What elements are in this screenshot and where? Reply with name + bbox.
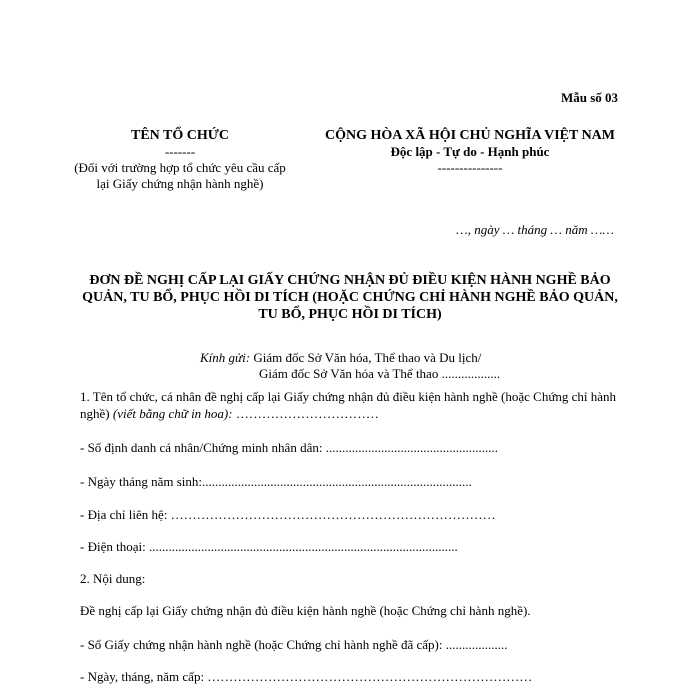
section-1-dots: …………………………… <box>232 406 379 421</box>
section-1-applicant <box>80 388 620 422</box>
section-1-hint: (viết bằng chữ in hoa): <box>112 406 233 421</box>
document-title: ĐƠN ĐỀ NGHỊ CẤP LẠI GIẤY CHỨNG NHẬN ĐỦ ĐIỀU KIỆN HÀNH NGHỀ BẢO QUẢN, TU BỔ, PHỤC HỒI DI TÍCH (HOẶC CHỨNG CHỈ HÀNH NGHỀ BẢO QUẢN, TU BỔ, PHỤC HỒI DI TÍCH) <box>82 273 618 322</box>
field-cert-number: - Số Giấy chứng nhận hành nghề (hoặc Chứng chỉ hành nghề đã cấp): ................... <box>80 637 508 652</box>
nation-separator: --------------- <box>437 160 503 175</box>
recipient-label: Kính gửi: <box>200 350 251 365</box>
field-birth-date: - Ngày tháng năm sinh:................................................................................... <box>80 474 472 489</box>
nation-block <box>310 128 630 192</box>
organization-name: TÊN TỔ CHỨC <box>130 128 229 143</box>
section-2-request: Đề nghị cấp lại Giấy chứng nhận đủ điều kiện hành nghề (hoặc Chứng chỉ hành nghề). <box>80 603 531 618</box>
field-id-number: - Số định danh cá nhân/Chứng minh nhân dân: ..................................................... <box>80 440 498 455</box>
organization-block <box>70 128 290 192</box>
nation-name: CỘNG HÒA XÃ HỘI CHỦ NGHĨA VIỆT NAM <box>324 128 615 143</box>
date-line: …, ngày … tháng … năm …… <box>456 222 614 237</box>
recipient-block <box>200 350 500 382</box>
section-2-heading: 2. Nội dung: <box>80 571 146 586</box>
field-phone: - Điện thoại: ............................................................................................... <box>80 539 458 554</box>
section-1-text: 1. Tên tổ chức, cá nhân đề nghị cấp lại Giấy chứng nhận đủ điều kiện hành nghề (hoặc Chứng chỉ hành nghề) <box>80 389 617 421</box>
document-header <box>70 128 630 192</box>
form-number: Mẫu số 03 <box>560 90 618 105</box>
nation-motto: Độc lập - Tự do - Hạnh phúc <box>390 144 550 159</box>
field-issue-date: - Ngày, tháng, năm cấp: ………………………………………………………………… <box>80 669 533 684</box>
recipient-line-1: Giám đốc Sở Văn hóa, Thể thao và Du lịch/ <box>253 350 482 365</box>
organization-note: (Đối với trường hợp tổ chức yêu cầu cấp lại Giấy chứng nhận hành nghề) <box>74 160 286 191</box>
organization-separator: ------- <box>164 144 196 159</box>
recipient-line-2: Giám đốc Sở Văn hóa và Thể thao .................. <box>259 366 501 381</box>
field-address: - Địa chỉ liên hệ: ………………………………………………………………… <box>80 507 496 522</box>
